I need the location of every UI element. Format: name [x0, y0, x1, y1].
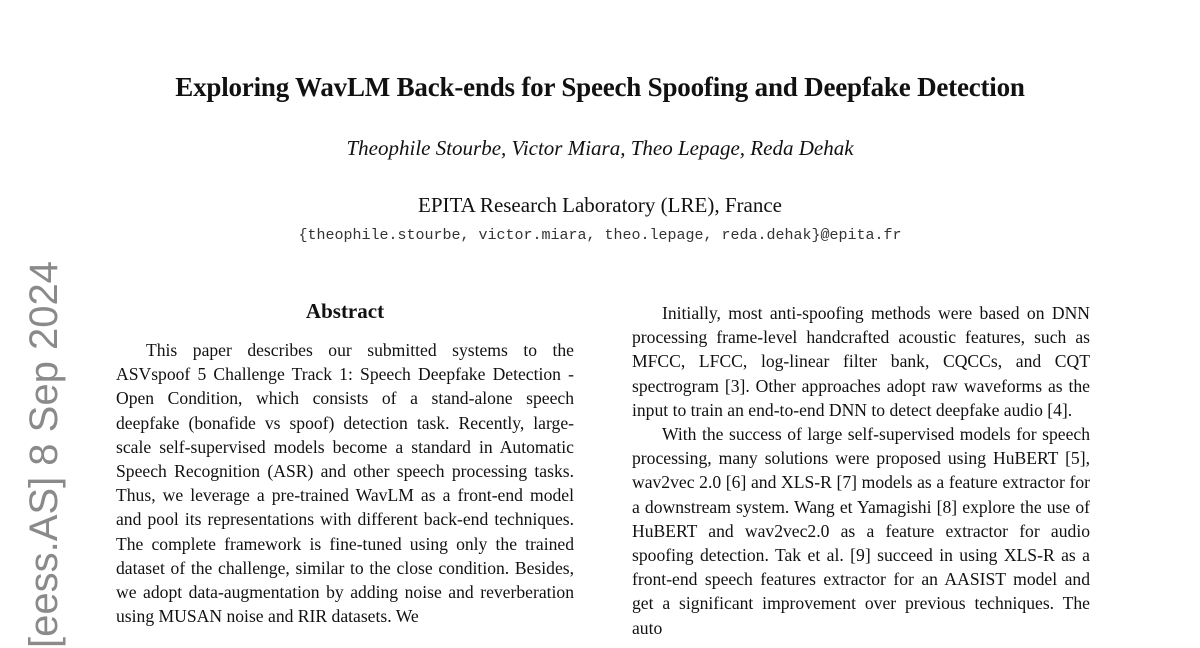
paper-authors: Theophile Stourbe, Victor Miara, Theo Lepage, Reda Dehak: [346, 136, 854, 160]
paper-emails: {theophile.stourbe, victor.miara, theo.lepage, reda.dehak}@epita.fr: [298, 227, 902, 244]
paper-title: Exploring WavLM Back-ends for Speech Spoofing and Deepfake Detection: [175, 72, 1025, 102]
paper-affiliation: EPITA Research Laboratory (LRE), France: [418, 193, 782, 217]
abstract-heading: Abstract: [305, 299, 385, 323]
intro-paragraph-2: With the success of large self-supervised models for speech processing, many solutions were proposed using HuBERT [5], wav2vec 2.0 [6] and XLS-R [7] models as a feature extractor for a downstream system. Wang et Yamagishi [8] explore the use of HuBERT and wav2vec2.0 as a feature extractor for audio spoofing detection. Tak et al. [9] succeed in using XLS-R as a front-end speech features extractor for an AASIST model and get a significant improvement over previous techniques. The auto: [632, 424, 1090, 638]
arxiv-side-stamp: [eess.AS] 8 Sep 2024: [22, 261, 66, 648]
right-column: [632, 301, 1090, 640]
abstract-paragraph: This paper describes our submitted systems to the ASVspoof 5 Challenge Track 1: Speech Deepfake Detection - Open Condition, which consists of a stand-alone speech deepfake (bonafide vs spoof) detection task. Recently, large-scale self-supervised models become a standard in Automatic Speech Recognition (ASR) and other speech processing tasks. Thus, we leverage a pre-trained WavLM as a front-end model and pool its representations with different back-end techniques. The complete framework is fine-tuned using only the trained dataset of the challenge, similar to the close condition. Besides, we adopt data-augmentation by adding noise and reverberation using MUSAN noise and RIR datasets. We: [116, 340, 574, 627]
intro-paragraph-1: Initially, most anti-spoofing methods were based on DNN processing frame-level handcrafted acoustic features, such as MFCC, LFCC, log-linear filter bank, CQCCs, and CQT spectrogram [3]. Other approaches adopt raw waveforms as the input to train an end-to-end DNN to detect deepfake audio [4].: [632, 303, 1090, 420]
left-column: [116, 338, 574, 628]
